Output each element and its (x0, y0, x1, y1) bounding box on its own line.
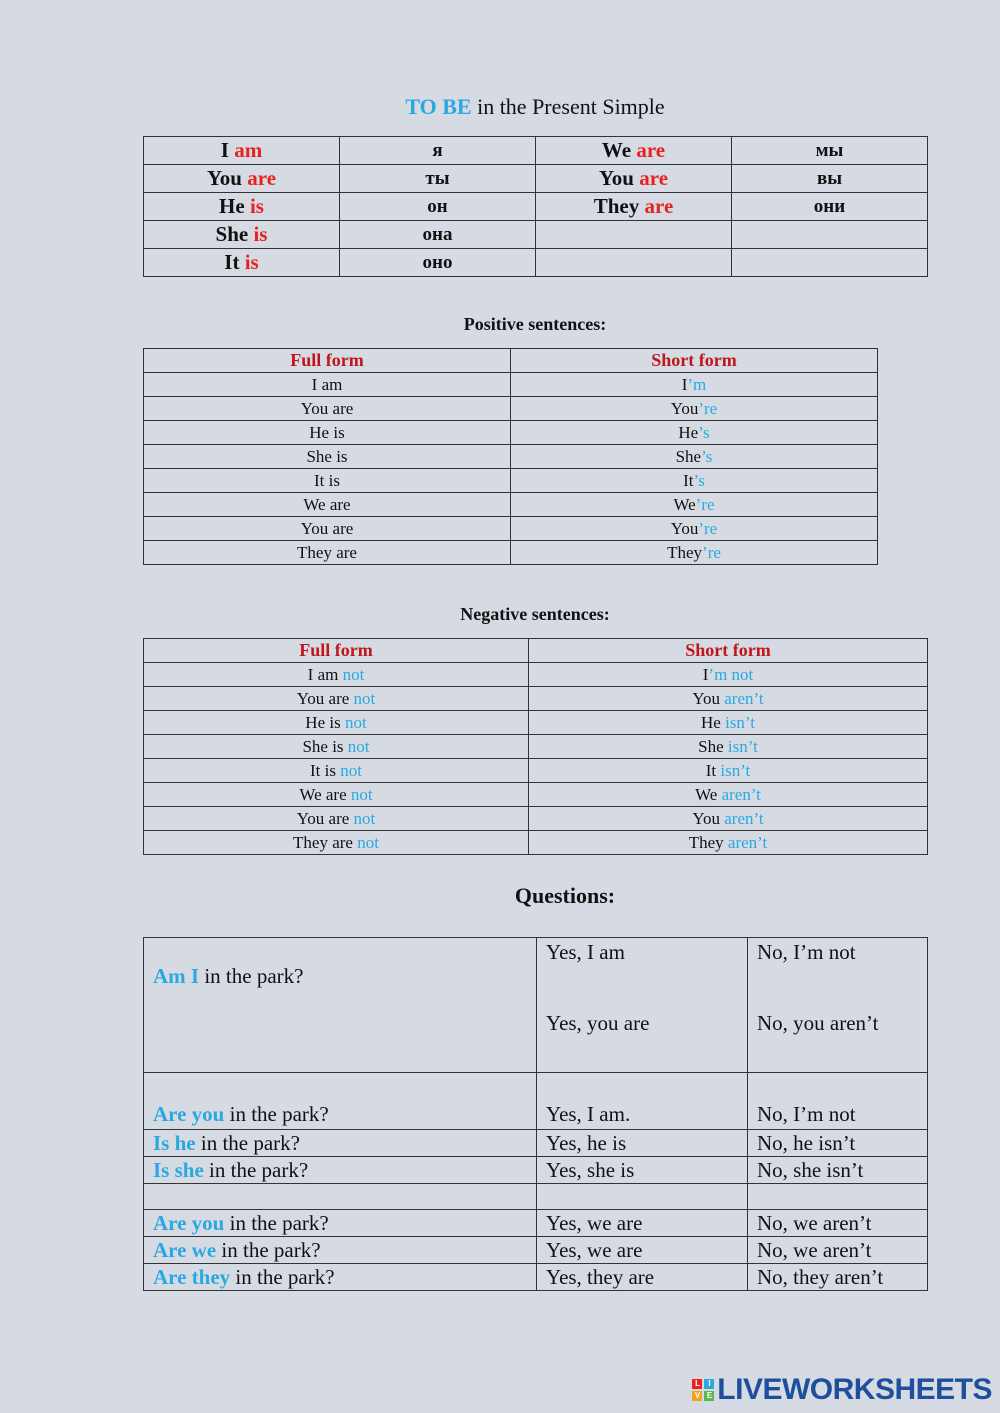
question-row (144, 1157, 928, 1184)
verb-form: am (234, 138, 263, 162)
short-form-contraction: ’re (702, 542, 721, 562)
conjugation-row (144, 137, 928, 165)
positive-row (144, 493, 878, 517)
full-form: You are (300, 518, 354, 538)
pronoun: I (220, 138, 235, 162)
full-form-cell (144, 493, 511, 517)
question-highlight: Am I (153, 964, 200, 988)
conjugation-table (143, 136, 928, 277)
conjugation-row (144, 221, 928, 249)
full-form: It is (314, 470, 340, 490)
short-form-cell (511, 445, 878, 469)
short-form-cell (529, 735, 928, 759)
yes-cell (537, 1237, 748, 1264)
no-cell (748, 1210, 928, 1237)
positive-row (144, 469, 878, 493)
pronoun-cell (144, 221, 340, 249)
conjugation-row (144, 165, 928, 193)
short-form-pronoun: It (705, 760, 721, 780)
short-form-pronoun: We (673, 494, 696, 514)
short-form-contraction: ’s (698, 422, 710, 442)
short-form-cell (511, 469, 878, 493)
yes-cell (537, 1210, 748, 1237)
short-form-cell (511, 373, 878, 397)
short-form-contraction: isn’t (725, 712, 755, 732)
question-rest: in the park? (203, 1157, 309, 1182)
question-rest: in the park? (199, 964, 304, 988)
negation: not (342, 664, 365, 684)
empty-cell (748, 1184, 928, 1210)
question-cell (144, 1237, 537, 1264)
empty-row (144, 1184, 928, 1210)
question-rest: in the park? (224, 1211, 329, 1235)
full-form: She is (306, 446, 348, 466)
full-form-cell (144, 735, 529, 759)
yes-cell (537, 1130, 748, 1157)
yes-cell (537, 1157, 748, 1184)
verb-form: is (249, 194, 264, 218)
short-form-contraction: isn’t (720, 760, 751, 780)
short-form-contraction: ’m (687, 374, 707, 394)
conjugation-row (144, 193, 928, 221)
yes-answer: Yes, we are (546, 1237, 643, 1262)
question-highlight: Is he (153, 1130, 196, 1155)
translation-cell (340, 165, 536, 193)
positive-header-row (144, 349, 878, 373)
no-answer: No, they aren’t (757, 1264, 884, 1289)
question-highlight: Is she (153, 1157, 204, 1182)
translation: она (422, 223, 453, 245)
pronoun-cell (144, 249, 340, 277)
pronoun: He (219, 194, 250, 218)
no-answer: No, she isn’t (757, 1157, 864, 1182)
pronoun-cell (536, 137, 732, 165)
translation-cell (340, 221, 536, 249)
translation: вы (816, 167, 843, 189)
short-form-pronoun: You (692, 688, 725, 708)
negation: not (353, 808, 376, 828)
short-form-cell (529, 759, 928, 783)
negative-label: Negative sentences: (460, 604, 610, 624)
short-form-pronoun: We (695, 784, 722, 804)
short-form-contraction: ’m not (708, 664, 754, 684)
short-form-pronoun: He (678, 422, 699, 442)
full-form: You are (296, 688, 354, 708)
negation: not (344, 712, 367, 732)
translation: он (427, 195, 448, 217)
question-cell (144, 1264, 537, 1291)
question-highlight: Are we (153, 1237, 217, 1262)
verb-form: is (244, 250, 259, 274)
short-form-pronoun: You (692, 808, 725, 828)
negative-row (144, 735, 928, 759)
logo-mark-square: I (704, 1379, 714, 1389)
full-form-cell (144, 711, 529, 735)
question-row (144, 1237, 928, 1264)
pronoun-cell (144, 193, 340, 221)
translation: мы (815, 139, 844, 161)
verb-form: are (644, 194, 674, 218)
positive-row (144, 373, 878, 397)
translation: я (432, 139, 443, 161)
full-form-cell (144, 807, 529, 831)
full-form: We are (303, 494, 351, 514)
yes-answer: Yes, I am. (546, 1102, 631, 1126)
positive-row (144, 421, 878, 445)
no-answer: No, I’m not (757, 1102, 856, 1126)
questions-label: Questions: (514, 883, 616, 908)
short-form-cell (529, 711, 928, 735)
verb-form: is (253, 222, 268, 246)
short-form-pronoun: They (667, 542, 703, 562)
full-form: She is (302, 736, 348, 756)
title-highlight: TO BE (405, 94, 472, 119)
no-cell (748, 1130, 928, 1157)
negative-header-row (144, 639, 928, 663)
question-rest: in the park? (224, 1102, 329, 1126)
positive-row (144, 541, 878, 565)
full-form: It is (310, 760, 341, 780)
logo-mark-square: V (692, 1391, 702, 1401)
no-answer: No, I’m not (757, 940, 856, 964)
question-row (144, 1210, 928, 1237)
logo-mark-square: E (704, 1391, 714, 1401)
negative-header-short: Short form (529, 639, 928, 663)
full-form: They are (293, 832, 358, 852)
full-form-cell (144, 831, 529, 855)
short-form-cell (511, 541, 878, 565)
translation: ты (425, 167, 450, 189)
positive-row (144, 517, 878, 541)
negative-row (144, 831, 928, 855)
translation-cell (732, 221, 928, 249)
logo-text: LIVEWORKSHEETS (717, 1373, 992, 1406)
negative-row (144, 663, 928, 687)
full-form: They are (297, 542, 357, 562)
full-form-cell (144, 445, 511, 469)
verb-form: are (636, 138, 666, 162)
yes-answer: Yes, they are (546, 1264, 655, 1289)
translation: они (813, 195, 846, 217)
conjugation-row (144, 249, 928, 277)
short-form-contraction: aren’t (724, 688, 764, 708)
question-cell (144, 1130, 537, 1157)
short-form-cell (529, 831, 928, 855)
question-rest: in the park? (230, 1264, 335, 1289)
question-rest: in the park? (195, 1130, 300, 1155)
positive-label: Positive sentences: (463, 314, 607, 334)
translation-cell (732, 165, 928, 193)
full-form-cell (144, 687, 529, 711)
question-cell (144, 1157, 537, 1184)
full-form-cell (144, 469, 511, 493)
short-form-contraction: aren’t (724, 808, 764, 828)
negative-row (144, 759, 928, 783)
yes-answer: Yes, he is (546, 1130, 627, 1155)
pronoun-cell (144, 165, 340, 193)
pronoun-cell (536, 221, 732, 249)
short-form-pronoun: He (701, 712, 726, 732)
no-answer: No, we aren’t (757, 1237, 872, 1262)
questions-table (143, 937, 928, 1291)
verb-form: are (639, 166, 669, 190)
short-form-cell (511, 397, 878, 421)
liveworksheets-logo (692, 1373, 992, 1407)
full-form-cell (144, 397, 511, 421)
short-form-contraction: ’re (695, 494, 715, 514)
pronoun: They (593, 194, 645, 218)
translation-cell (732, 249, 928, 277)
question-rest: in the park? (216, 1237, 321, 1262)
full-form: I am (311, 374, 343, 394)
question-highlight: Are you (153, 1211, 225, 1235)
no-cell (748, 1073, 928, 1130)
translation-cell (340, 193, 536, 221)
full-form: He is (305, 712, 345, 732)
short-form-cell (511, 517, 878, 541)
negation: not (350, 784, 373, 804)
question-cell (144, 1210, 537, 1237)
yes-answer: Yes, we are (546, 1211, 643, 1235)
negative-table (143, 638, 928, 855)
short-form-pronoun: I (681, 374, 688, 394)
negation: not (357, 832, 379, 852)
short-form-pronoun: She (675, 446, 702, 466)
translation-cell (340, 249, 536, 277)
negative-row (144, 711, 928, 735)
full-form-cell (144, 373, 511, 397)
title-rest: in the Present Simple (471, 94, 665, 119)
pronoun-cell (144, 137, 340, 165)
pronoun-cell (536, 165, 732, 193)
positive-table (143, 348, 878, 565)
full-form-cell (144, 663, 529, 687)
positive-row (144, 397, 878, 421)
translation: оно (422, 251, 453, 273)
short-form-pronoun: I (702, 664, 709, 684)
no-answer: No, you aren’t (757, 1011, 879, 1035)
full-form-cell (144, 759, 529, 783)
positive-header-short: Short form (511, 349, 878, 373)
pronoun-cell (536, 249, 732, 277)
short-form-contraction: ’s (693, 470, 705, 490)
full-form: We are (299, 784, 351, 804)
short-form-cell (511, 493, 878, 517)
short-form-contraction: ’s (701, 446, 713, 466)
short-form-cell (511, 421, 878, 445)
question-highlight: Are you (153, 1102, 225, 1126)
pronoun: It (224, 250, 245, 274)
logo-mark-icon (692, 1379, 714, 1401)
question-row (144, 1264, 928, 1291)
negative-row (144, 687, 928, 711)
short-form-pronoun: It (683, 470, 694, 490)
full-form: I am (307, 664, 343, 684)
question-row (144, 1130, 928, 1157)
short-form-contraction: ’re (698, 398, 718, 418)
negation: not (353, 688, 376, 708)
full-form: He is (309, 422, 345, 442)
negation: not (340, 760, 362, 780)
short-form-cell (529, 687, 928, 711)
translation-cell (732, 193, 928, 221)
question-cell (144, 938, 537, 1073)
empty-cell (537, 1184, 748, 1210)
no-answer: No, we aren’t (757, 1211, 872, 1235)
yes-answer: Yes, you are (546, 1011, 650, 1035)
question-row (144, 1073, 928, 1130)
full-form: You are (300, 398, 354, 418)
yes-cell (537, 1264, 748, 1291)
short-form-contraction: isn’t (727, 736, 758, 756)
positive-header-full: Full form (144, 349, 511, 373)
positive-row (144, 445, 878, 469)
negative-row (144, 807, 928, 831)
full-form-cell (144, 541, 511, 565)
yes-cell (537, 1073, 748, 1130)
yes-answer: Yes, I am (546, 940, 625, 964)
question-row-block (144, 938, 928, 1073)
negation: not (347, 736, 370, 756)
pronoun: She (215, 222, 254, 246)
negative-header-full: Full form (144, 639, 529, 663)
short-form-contraction: aren’t (727, 832, 768, 852)
short-form-pronoun: She (698, 736, 728, 756)
short-form-cell (529, 807, 928, 831)
logo-mark-square: L (692, 1379, 702, 1389)
short-form-contraction: aren’t (721, 784, 761, 804)
short-form-pronoun: You (670, 398, 699, 418)
no-answer: No, he isn’t (757, 1130, 856, 1155)
short-form-cell (529, 783, 928, 807)
full-form-cell (144, 517, 511, 541)
pronoun: You (206, 166, 248, 190)
translation-cell (340, 137, 536, 165)
page-title (0, 94, 1000, 120)
short-form-cell (529, 663, 928, 687)
pronoun-cell (536, 193, 732, 221)
short-form-pronoun: You (670, 518, 699, 538)
no-cell (748, 938, 928, 1073)
verb-form: are (247, 166, 277, 190)
short-form-pronoun: They (688, 832, 728, 852)
full-form-cell (144, 421, 511, 445)
no-cell (748, 1157, 928, 1184)
full-form: You are (296, 808, 354, 828)
yes-answer: Yes, she is (546, 1157, 635, 1182)
pronoun: We (601, 138, 637, 162)
pronoun: You (598, 166, 640, 190)
no-cell (748, 1264, 928, 1291)
yes-cell (537, 938, 748, 1073)
empty-cell (144, 1184, 537, 1210)
no-cell (748, 1237, 928, 1264)
full-form-cell (144, 783, 529, 807)
negative-row (144, 783, 928, 807)
question-highlight: Are they (153, 1264, 231, 1289)
short-form-contraction: ’re (698, 518, 718, 538)
translation-cell (732, 137, 928, 165)
question-cell (144, 1073, 537, 1130)
